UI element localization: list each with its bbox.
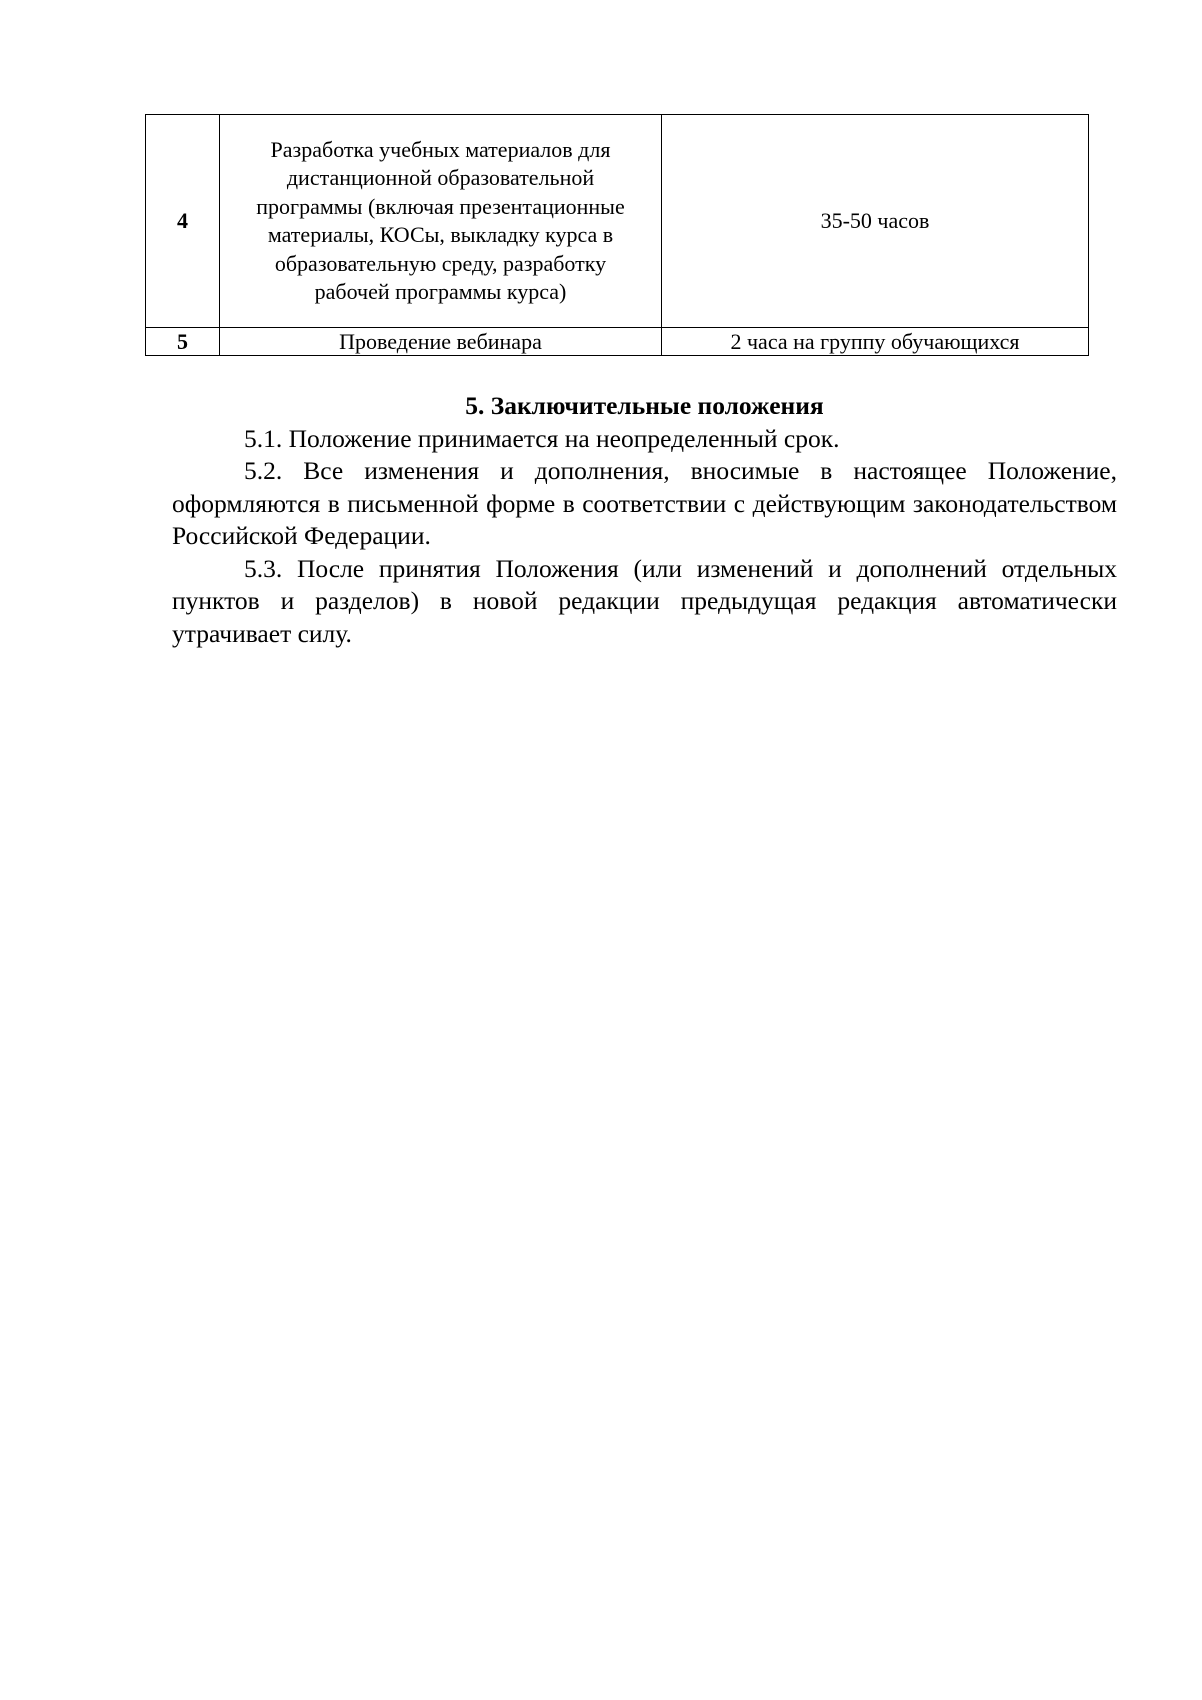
table-row [146,328,1089,356]
work-type-line: образовательную среду, разработку [274,250,607,276]
hours-norm-table [145,114,1089,356]
work-type-line: дистанционной образовательной [286,165,595,190]
work-type-line: Разработка учебных материалов для [270,136,611,162]
final-provisions-section [172,390,1117,650]
row-number: 4 [146,115,220,328]
work-type-cell [220,115,662,328]
section-heading: 5. Заключительные положения [465,391,824,420]
row-number: 5 [146,328,220,356]
paragraph-5-3: 5.3. После принятия Положения (или изменений и дополнений отдельных пунктов и разделов) в новой редакции предыдущая редакция автоматически утрачивает силу. [172,553,1117,648]
work-type-cell: Проведение вебинара [220,328,662,356]
paragraph-5-2: 5.2. Все изменения и дополнения, вносимые в настоящее Положение, оформляются в письменной форме в соответствии с действующим законодательством Российской Федерации. [172,456,1117,550]
hours-norm-cell: 35-50 часов [662,115,1089,328]
work-type-line: программы (включая презентационные [256,193,625,219]
paragraph-5-1: 5.1. Положение принимается на неопределенный срок. [244,423,840,453]
hours-norm-cell: 2 часа на группу обучающихся [662,328,1089,356]
work-type-line: материалы, КОСы, выкладку курса в [267,222,614,247]
work-type-line: рабочей программы курса) [314,279,567,304]
table-row [146,115,1089,328]
